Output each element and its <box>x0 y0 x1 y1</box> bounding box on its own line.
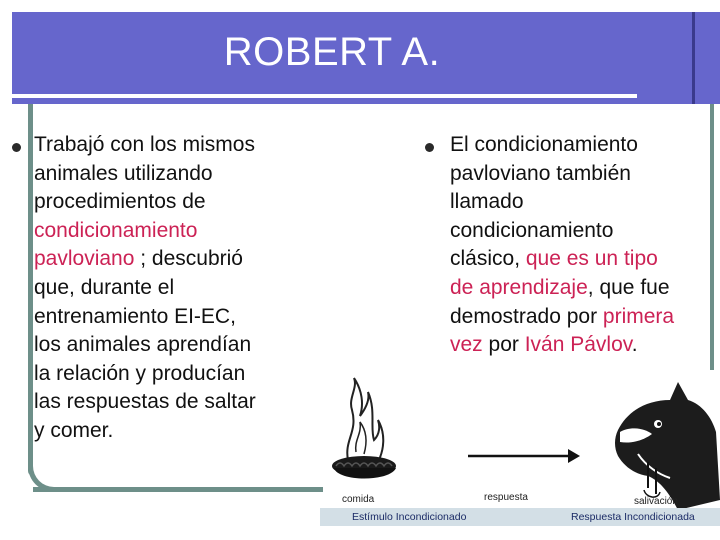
highlight: que es un tipo <box>525 247 658 271</box>
bullet-icon <box>425 143 434 152</box>
highlight: vez <box>450 333 483 357</box>
line: entrenamiento EI-EC, <box>34 304 236 328</box>
line: las respuestas de saltar <box>34 390 256 414</box>
left-frame-line <box>28 104 33 476</box>
line <box>450 245 712 274</box>
text: . <box>631 333 638 357</box>
slide-title: ROBERT A. <box>223 30 441 74</box>
line: animales utilizando <box>34 161 213 185</box>
food-label: comida <box>342 494 375 505</box>
text: por <box>482 333 525 357</box>
right-bullet-text <box>450 131 712 360</box>
line: pavloviano también <box>450 161 631 185</box>
title-underline <box>12 94 637 98</box>
line: y comer. <box>34 418 114 442</box>
highlight: de aprendizaje <box>450 275 588 299</box>
text: , que fue <box>587 275 670 299</box>
bullet-icon <box>12 143 21 152</box>
line <box>450 331 712 360</box>
bottom-frame-line <box>33 487 323 492</box>
line: condicionamiento <box>450 218 614 242</box>
text: ; descubrió <box>134 247 243 271</box>
line: procedimientos de <box>34 190 206 214</box>
title-accent-line <box>692 12 695 104</box>
arrow-right-icon <box>468 449 580 463</box>
text: demostrado por <box>450 304 603 328</box>
line: condicionamiento <box>34 218 198 242</box>
food-bowl-icon <box>332 378 396 479</box>
line: llamado <box>450 190 524 214</box>
response-label: respuesta <box>484 492 528 503</box>
line <box>34 245 294 274</box>
dog-head-icon <box>615 382 720 510</box>
salivation-label: salivación <box>634 496 678 507</box>
response-strip-label: Respuesta Incondicionada <box>571 511 695 523</box>
line <box>450 303 712 332</box>
text: clásico, <box>450 247 526 271</box>
line: que, durante el <box>34 275 175 299</box>
line: los animales aprendían <box>34 333 252 357</box>
line: la relación y producían <box>34 361 246 385</box>
line: Trabajó con los mismos <box>34 133 255 156</box>
highlight: pavloviano <box>34 247 135 271</box>
line: El condicionamiento <box>450 133 638 156</box>
highlight: Iván Pávlov <box>524 333 632 357</box>
stimulus-label: Estímulo Incondicionado <box>352 511 467 523</box>
left-bullet-text <box>34 131 294 446</box>
highlight: primera <box>602 304 675 328</box>
line <box>450 274 712 303</box>
